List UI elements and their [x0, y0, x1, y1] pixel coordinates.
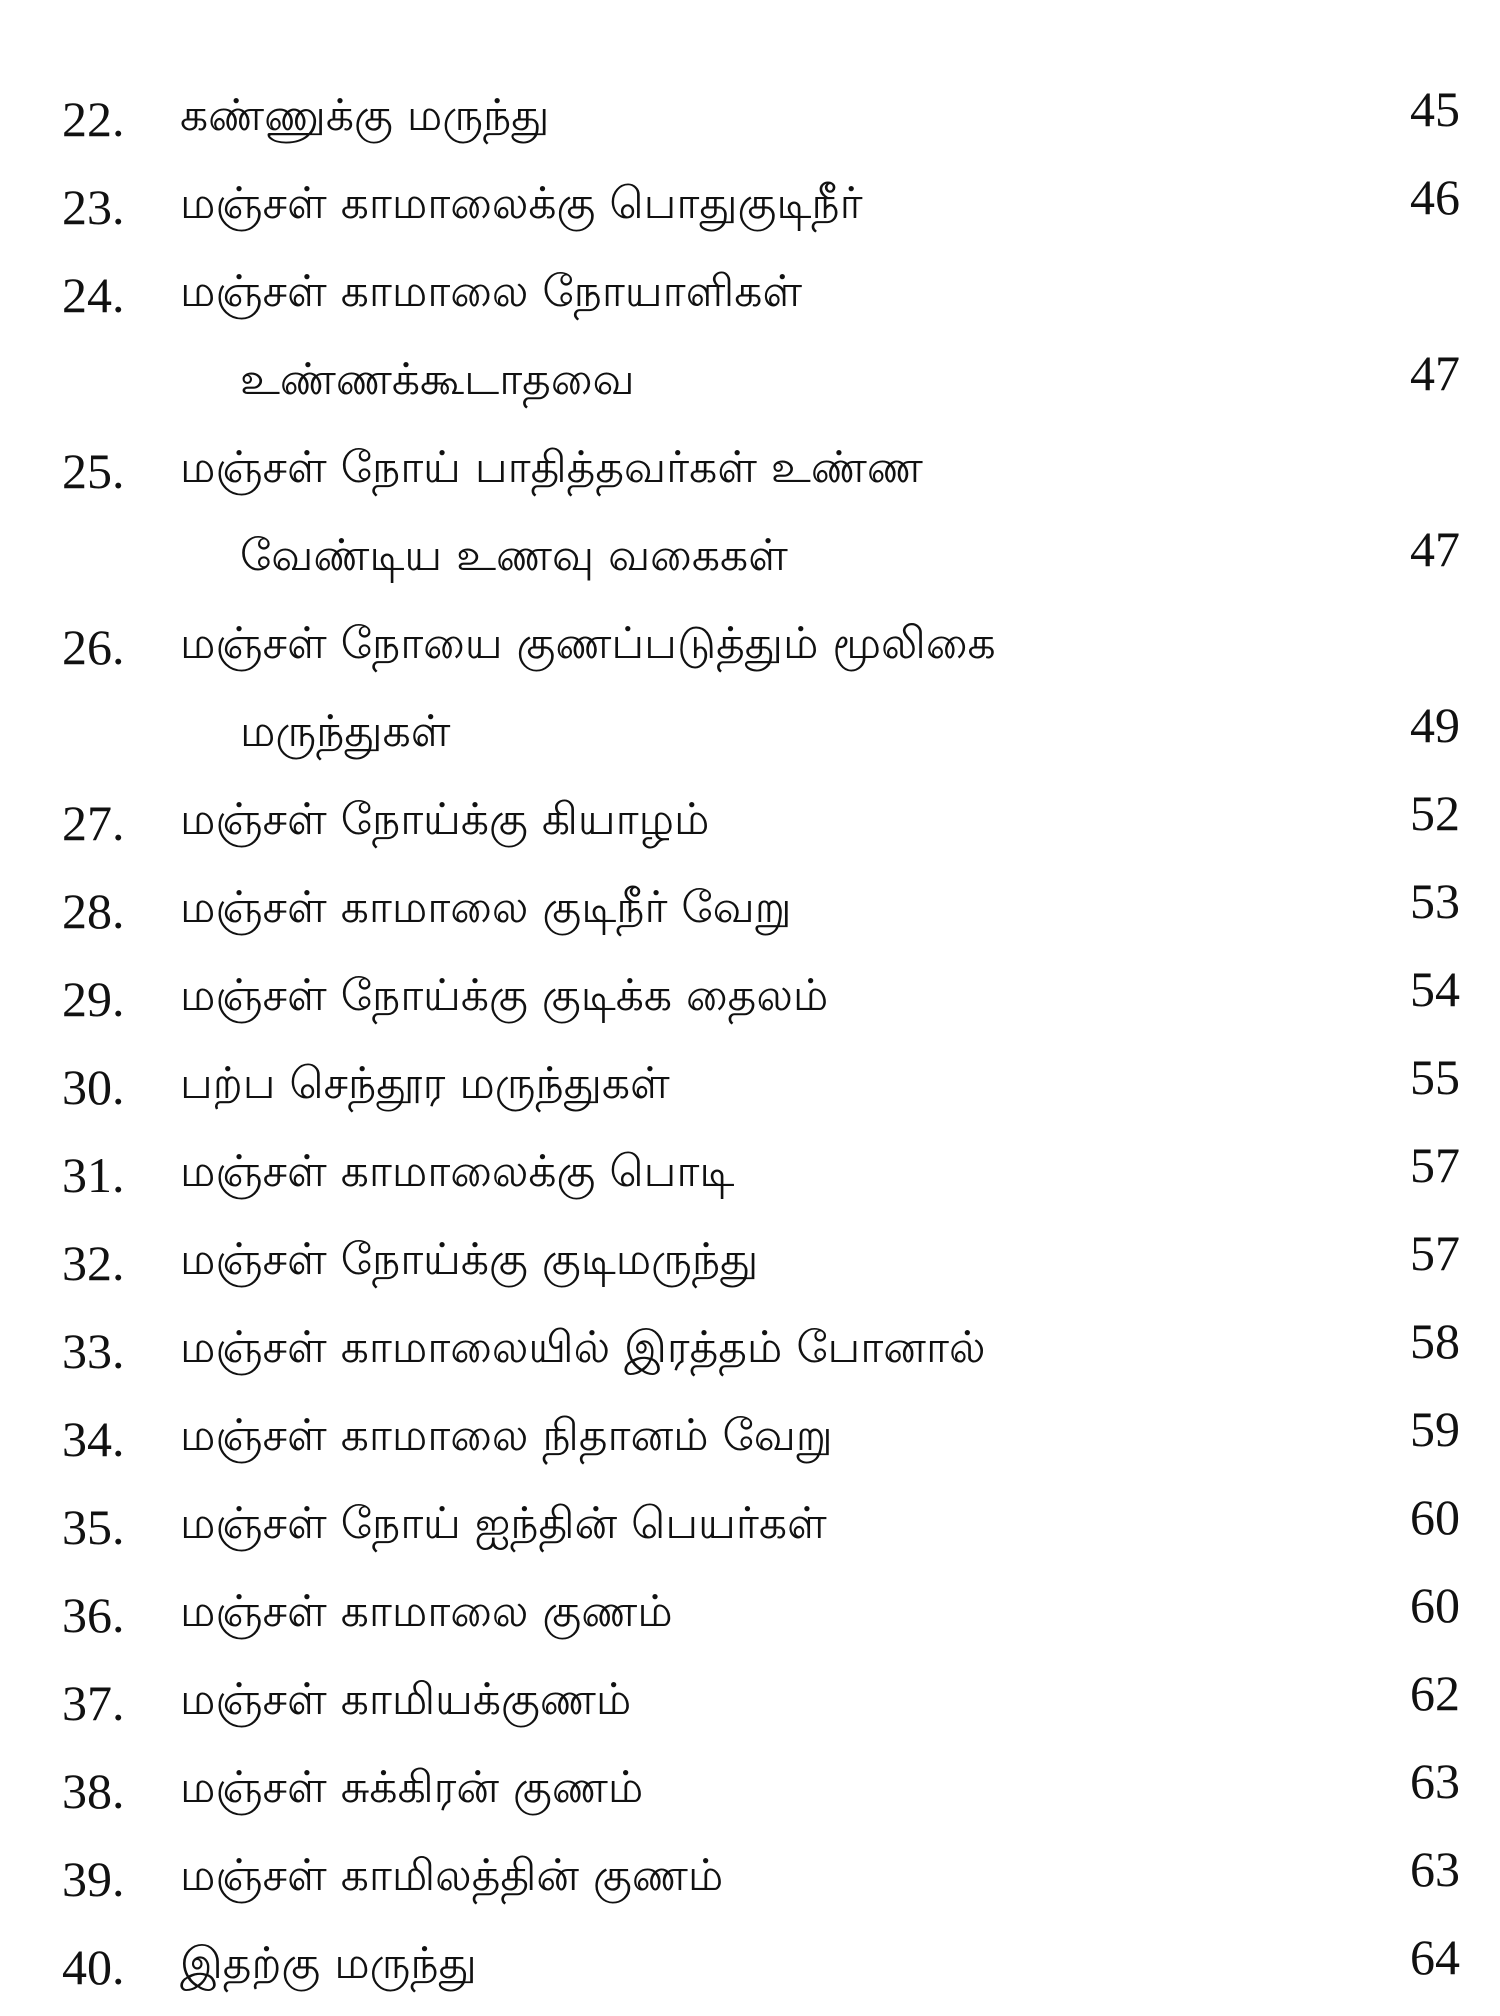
entry-title: கண்ணுக்கு மருந்து [180, 90, 550, 141]
entry-number: 37. [62, 1675, 125, 1731]
entry-page-number: 53 [1410, 873, 1460, 929]
toc-entry-27 [0, 784, 1500, 872]
entry-title: இதற்கு மருந்து [180, 1938, 477, 1989]
entry-page-number: 46 [1410, 169, 1460, 225]
toc-entry-26-continued [0, 696, 1500, 784]
entry-page-number: 57 [1410, 1225, 1460, 1281]
toc-entry-38 [0, 1752, 1500, 1840]
entry-page-number: 63 [1410, 1753, 1460, 1809]
entry-page-number: 54 [1410, 961, 1460, 1017]
toc-entry-22 [0, 80, 1500, 168]
entry-title: மஞ்சள் சுக்கிரன் குணம் [180, 1762, 644, 1813]
entry-number: 25. [62, 443, 125, 499]
toc-entry-25 [0, 432, 1500, 520]
entry-title: மஞ்சள் காமிலத்தின் குணம் [180, 1850, 724, 1901]
toc-entry-29 [0, 960, 1500, 1048]
entry-page-number: 60 [1410, 1489, 1460, 1545]
entry-number: 30. [62, 1059, 125, 1115]
entry-title: உண்ணக்கூடாதவை [240, 354, 635, 405]
entry-page-number: 55 [1410, 1049, 1460, 1105]
toc-entry-35 [0, 1488, 1500, 1576]
entry-number: 29. [62, 971, 125, 1027]
toc-entry-40 [0, 1928, 1500, 2016]
entry-number: 27. [62, 795, 125, 851]
table-of-contents [0, 80, 1500, 2016]
entry-title: மஞ்சள் காமாலை நிதானம் வேறு [180, 1410, 833, 1461]
entry-title: மஞ்சள் காமாலைக்கு பொதுகுடிநீர் [180, 178, 863, 229]
toc-entry-25-continued [0, 520, 1500, 608]
toc-entry-31 [0, 1136, 1500, 1224]
entry-page-number: 57 [1410, 1137, 1460, 1193]
entry-number: 32. [62, 1235, 125, 1291]
entry-title: மஞ்சள் காமாலையில் இரத்தம் போனால் [180, 1322, 986, 1373]
toc-entry-33 [0, 1312, 1500, 1400]
entry-title: மஞ்சள் நோய்க்கு குடிமருந்து [180, 1234, 759, 1285]
entry-page-number: 63 [1410, 1841, 1460, 1897]
toc-entry-39 [0, 1840, 1500, 1928]
toc-entry-26 [0, 608, 1500, 696]
toc-entry-24-continued [0, 344, 1500, 432]
entry-number: 31. [62, 1147, 125, 1203]
toc-entry-30 [0, 1048, 1500, 1136]
toc-entry-24 [0, 256, 1500, 344]
entry-title: மஞ்சள் நோய்க்கு குடிக்க தைலம் [180, 970, 829, 1021]
entry-page-number: 45 [1410, 81, 1460, 137]
entry-page-number: 47 [1410, 345, 1460, 401]
entry-number: 35. [62, 1499, 125, 1555]
entry-title: மருந்துகள் [240, 706, 451, 757]
entry-title: மஞ்சள் நோய் பாதித்தவர்கள் உண்ண [180, 442, 923, 493]
entry-page-number: 59 [1410, 1401, 1460, 1457]
entry-number: 28. [62, 883, 125, 939]
entry-title: மஞ்சள் நோயை குணப்படுத்தும் மூலிகை [180, 618, 996, 669]
entry-page-number: 62 [1410, 1665, 1460, 1721]
entry-page-number: 64 [1410, 1929, 1460, 1985]
entry-number: 33. [62, 1323, 125, 1379]
entry-number: 24. [62, 267, 125, 323]
entry-number: 34. [62, 1411, 125, 1467]
toc-entry-36 [0, 1576, 1500, 1664]
entry-page-number: 47 [1410, 521, 1460, 577]
entry-page-number: 60 [1410, 1577, 1460, 1633]
entry-number: 26. [62, 619, 125, 675]
entry-number: 23. [62, 179, 125, 235]
entry-number: 38. [62, 1763, 125, 1819]
entry-title: மஞ்சள் காமாலை நோயாளிகள் [180, 266, 803, 317]
toc-entry-34 [0, 1400, 1500, 1488]
entry-title: மஞ்சள் காமாலை குணம் [180, 1586, 673, 1637]
entry-title: வேண்டிய உணவு வகைகள் [240, 530, 788, 581]
entry-title: மஞ்சள் நோய் ஐந்தின் பெயர்கள் [180, 1498, 827, 1549]
toc-entry-28 [0, 872, 1500, 960]
toc-entry-32 [0, 1224, 1500, 1312]
entry-page-number: 52 [1410, 785, 1460, 841]
toc-entry-23 [0, 168, 1500, 256]
entry-page-number: 58 [1410, 1313, 1460, 1369]
toc-entry-37 [0, 1664, 1500, 1752]
entry-number: 40. [62, 1939, 125, 1995]
entry-number: 36. [62, 1587, 125, 1643]
entry-title: பற்ப செந்தூர மருந்துகள் [180, 1058, 670, 1109]
entry-number: 22. [62, 91, 125, 147]
entry-title: மஞ்சள் காமாலைக்கு பொடி [180, 1146, 735, 1197]
entry-title: மஞ்சள் காமாலை குடிநீர் வேறு [180, 882, 792, 933]
entry-number: 39. [62, 1851, 125, 1907]
entry-title: மஞ்சள் காமியக்குணம் [180, 1674, 632, 1725]
entry-title: மஞ்சள் நோய்க்கு கியாழம் [180, 794, 710, 845]
entry-page-number: 49 [1410, 697, 1460, 753]
